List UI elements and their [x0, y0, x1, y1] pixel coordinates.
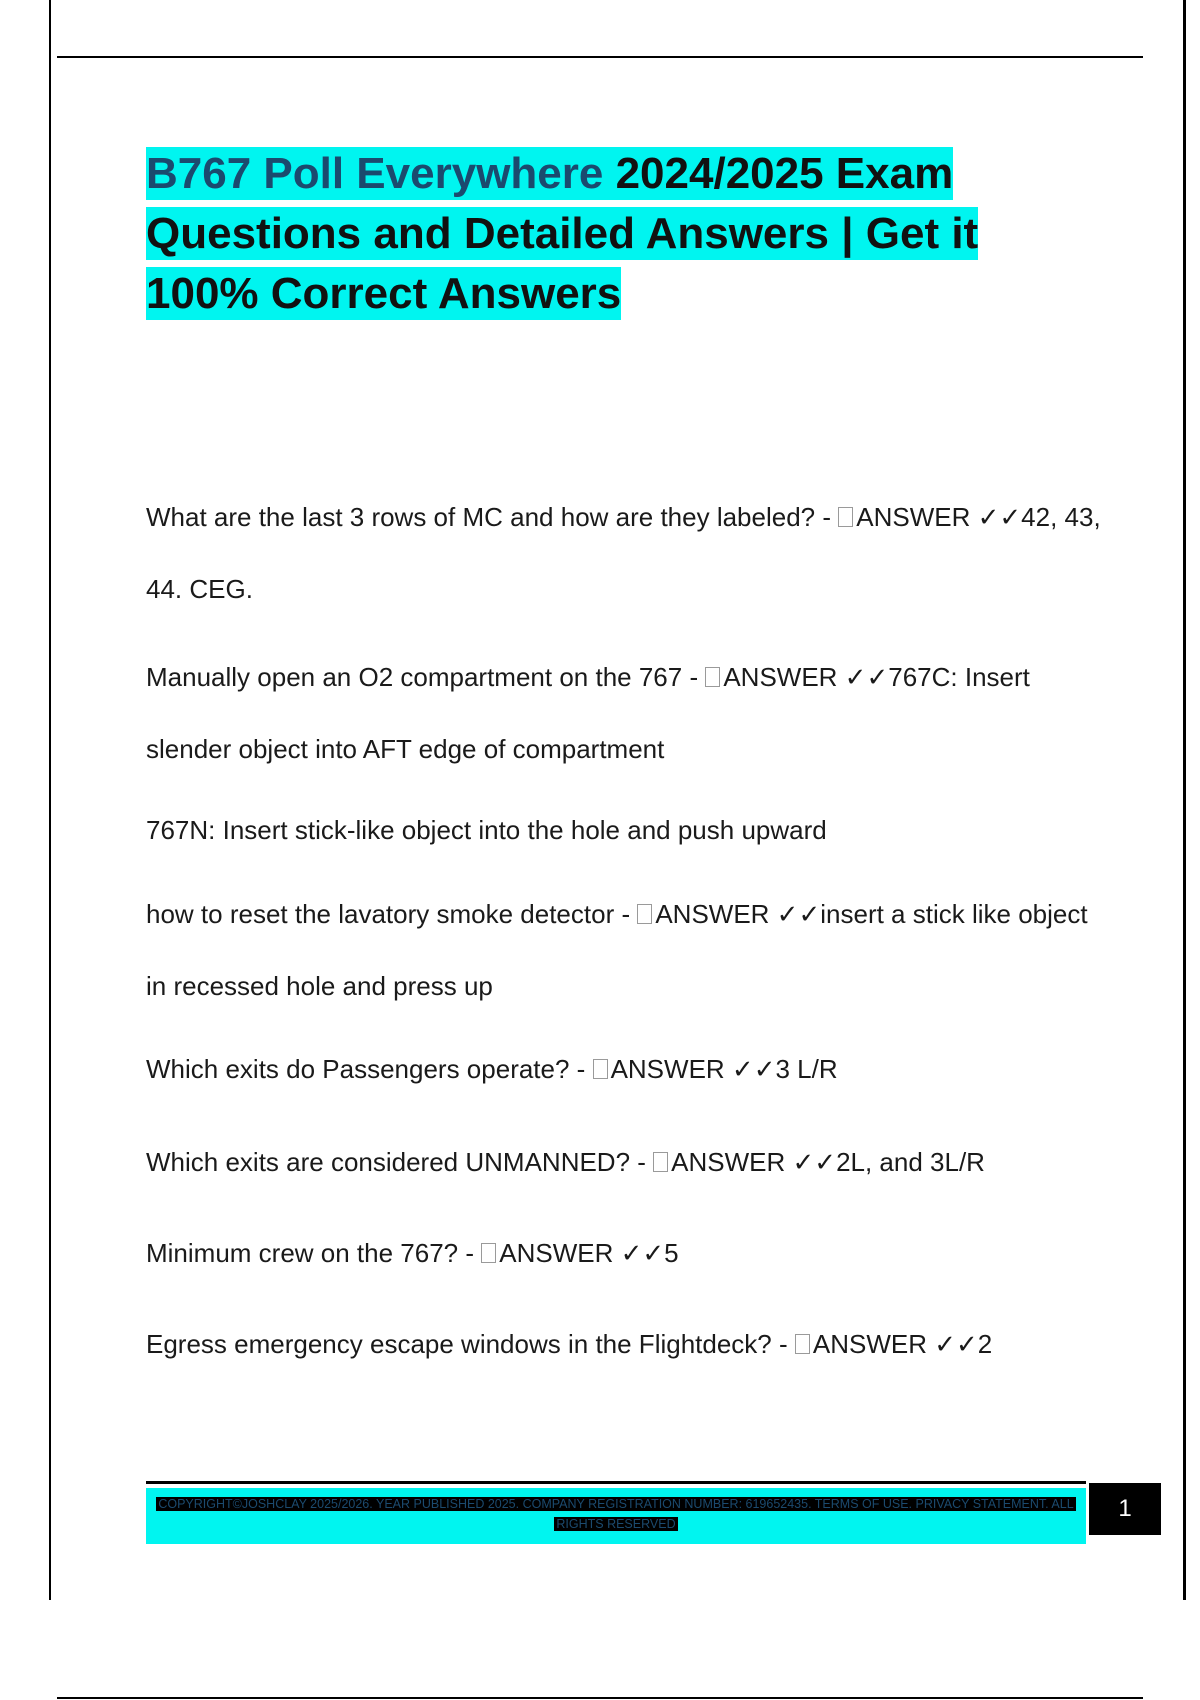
answer-text: ANSWER ✓✓2 [812, 1329, 993, 1359]
qa-item-6 [146, 1217, 1106, 1289]
missing-glyph-icon [838, 507, 853, 527]
qa-item-4 [146, 1033, 1106, 1105]
question-text: how to reset the lavatory smoke detector - [146, 899, 638, 929]
title-rest: 2024/2025 Exam Questions and Detailed Answers | Get it 100% Correct Answers [146, 149, 979, 318]
question-text: Egress emergency escape windows in the Flightdeck? - [146, 1329, 795, 1359]
question-text: Minimum crew on the 767? - [146, 1238, 482, 1268]
qa-item-3 [146, 878, 1106, 1022]
footer-rule [146, 1481, 1086, 1484]
qa-item-2-continued [146, 794, 1106, 866]
page-number: 1 [1089, 1483, 1161, 1535]
footer-copyright-band [146, 1488, 1086, 1544]
answer-text: ANSWER ✓✓3 L/R [610, 1054, 838, 1084]
bottom-rule [57, 1697, 1143, 1699]
page-border-left [49, 0, 51, 1600]
answer-text: ANSWER ✓✓2L, and 3L/R [671, 1147, 985, 1177]
question-text: What are the last 3 rows of MC and how are they labeled? - [146, 502, 839, 532]
question-text: Which exits are considered UNMANNED? - [146, 1147, 654, 1177]
question-text: Manually open an O2 compartment on the 767 - [146, 662, 706, 692]
missing-glyph-icon [593, 1059, 608, 1079]
title-brand: B767 Poll Everywhere [146, 149, 604, 198]
qa-item-5 [146, 1126, 1106, 1198]
missing-glyph-icon [795, 1334, 810, 1354]
missing-glyph-icon [705, 667, 720, 687]
header-rule [57, 56, 1143, 58]
page-border-right [1183, 0, 1186, 1600]
missing-glyph-icon [653, 1152, 668, 1172]
qa-item-7 [146, 1308, 1106, 1380]
answer-text: ANSWER ✓✓767C: Insert slender object into AFT edge of compartment [146, 662, 1030, 764]
footer-copyright: COPYRIGHT©JOSHCLAY 2025/2026. YEAR PUBLISHED 2025. COMPANY REGISTRATION NUMBER: 619652435. TERMS OF USE. PRIVACY STATEMENT. ALL RIGHTS RESERVED [158, 1497, 1074, 1531]
answer-text: ANSWER ✓✓insert a stick like object in recessed hole and press up [146, 899, 1088, 1001]
question-text: Which exits do Passengers operate? - [146, 1054, 593, 1084]
qa-item-2 [146, 641, 1106, 785]
missing-glyph-icon [637, 904, 652, 924]
qa-item-1 [146, 481, 1106, 625]
answer-text: 767N: Insert stick-like object into the hole and push upward [146, 815, 827, 845]
missing-glyph-icon [481, 1243, 496, 1263]
document-title [146, 144, 1086, 324]
answer-text: ANSWER ✓✓42, 43, 44. CEG. [146, 502, 1101, 604]
answer-text: ANSWER ✓✓5 [499, 1238, 679, 1268]
